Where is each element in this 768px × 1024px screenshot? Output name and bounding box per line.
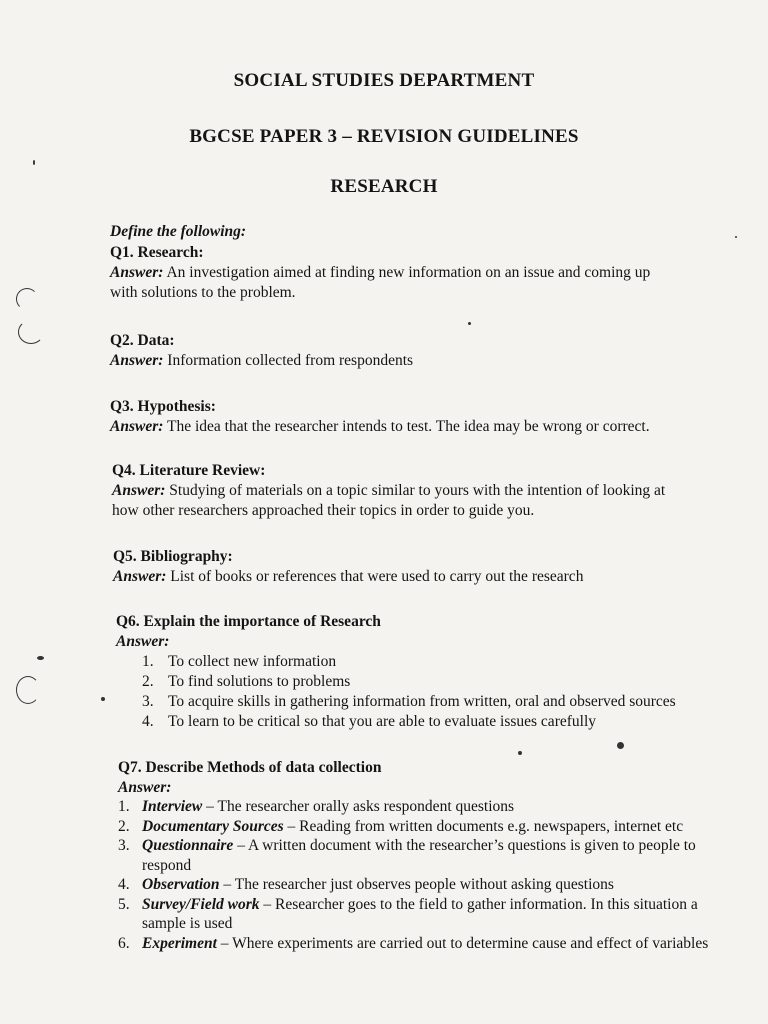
- scan-speck: [468, 322, 471, 325]
- list-item: 4. To learn to be critical so that you are able to evaluate issues carefully: [142, 713, 597, 730]
- list-item: 4. Observation – The researcher just observes people without asking questions: [118, 876, 614, 893]
- q1-block: [110, 243, 750, 303]
- q3-block: [110, 397, 750, 437]
- paper-heading: BGCSE PAPER 3 – REVISION GUIDELINES: [189, 126, 579, 147]
- scan-speck: [617, 742, 624, 749]
- q1-title: Q1. Research:: [110, 244, 204, 261]
- q5-answer: Answer: List of books or references that were used to carry out the research: [113, 568, 584, 585]
- scan-speck: [37, 656, 44, 660]
- q4-answer-line-2: how other researchers approached their topics in order to guide you.: [112, 502, 535, 519]
- q6-answer-label: Answer:: [116, 633, 170, 650]
- list-item: 6. Experiment – Where experiments are carried out to determine cause and effect of variables: [118, 934, 709, 952]
- list-item: 2. Documentary Sources – Reading from written documents e.g. newspapers, internet etc: [118, 817, 684, 835]
- q7-block: [118, 758, 740, 953]
- department-heading: SOCIAL STUDIES DEPARTMENT: [233, 70, 535, 91]
- q6-block: [116, 612, 756, 732]
- q5-title: Q5. Bibliography:: [113, 548, 233, 565]
- intro-text: Define the following:: [110, 223, 247, 240]
- q2-block: [110, 331, 750, 371]
- list-item: 1. To collect new information: [142, 653, 337, 670]
- q4-block: [112, 461, 757, 521]
- scan-speck: [101, 697, 105, 701]
- q7-title: Q7. Describe Methods of data collection: [118, 759, 382, 776]
- q7-answer-label: Answer:: [118, 778, 172, 796]
- answer-label: Answer:: [110, 264, 164, 281]
- q2-answer: Answer: Information collected from respondents: [110, 352, 414, 369]
- scan-speck: [518, 751, 522, 755]
- punch-hole-mark: [18, 320, 44, 344]
- punch-hole-mark: [16, 676, 40, 704]
- q6-list: [116, 652, 756, 732]
- q3-title: Q3. Hypothesis:: [110, 398, 216, 415]
- q1-answer-line-1: Answer: An investigation aimed at finding new information on an issue and coming up: [110, 264, 651, 281]
- q6-title: Q6. Explain the importance of Research: [116, 613, 381, 630]
- q2-title: Q2. Data:: [110, 332, 175, 349]
- list-item: 1. Interview – The researcher orally asks respondent questions: [118, 798, 515, 815]
- punch-hole-mark: [16, 288, 38, 310]
- q3-answer: Answer: The idea that the researcher intends to test. The idea may be wrong or correct.: [110, 418, 650, 435]
- list-item: 5. Survey/Field work – Researcher goes to the field to gather information. In this situation a sample is used: [118, 895, 698, 932]
- topic-heading: RESEARCH: [330, 176, 438, 197]
- q4-answer-line-1: Answer: Studying of materials on a topic similar to yours with the intention of looking at: [112, 482, 666, 499]
- q1-answer-line-2: with solutions to the problem.: [110, 284, 296, 301]
- scan-speck: [33, 160, 35, 165]
- q4-title: Q4. Literature Review:: [112, 462, 266, 479]
- scan-speck: [735, 236, 737, 238]
- list-item: 3. Questionnaire – A written document with the researcher’s questions is given to people to respond: [118, 837, 696, 874]
- list-item: 3. To acquire skills in gathering information from written, oral and observed sources: [142, 693, 676, 710]
- q5-block: [113, 547, 753, 587]
- list-item: 2. To find solutions to problems: [142, 673, 351, 690]
